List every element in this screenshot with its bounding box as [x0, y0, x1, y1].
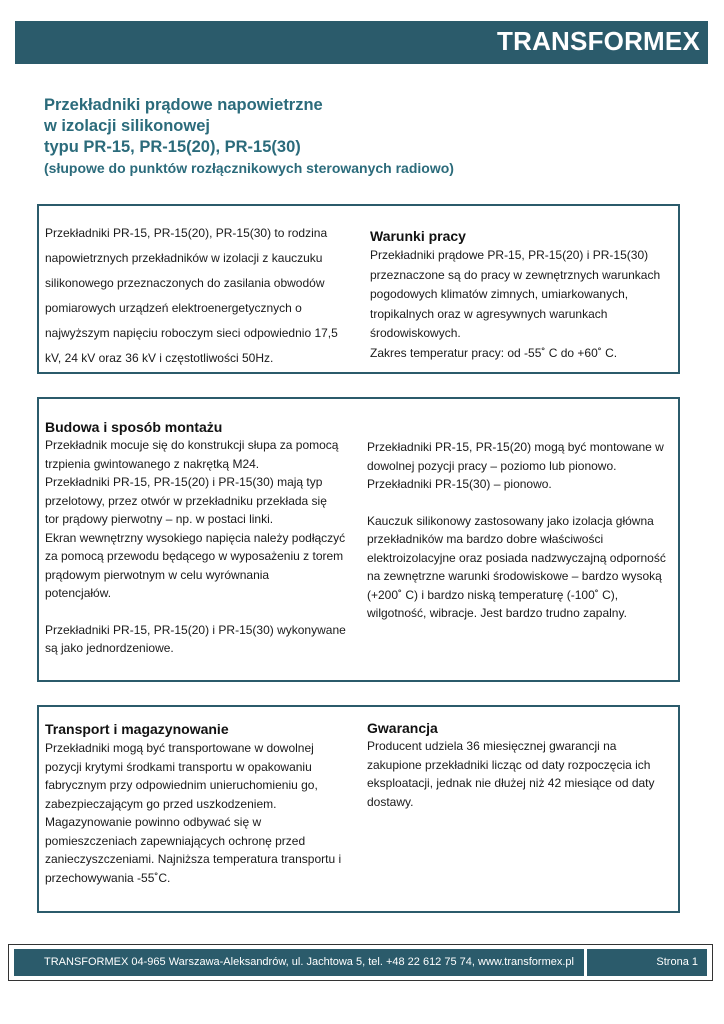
construction-line: tor prądowy pierwotny – np. w postaci linki. [45, 512, 274, 526]
warranty-line: Producent udziela 36 miesięcznej gwarancji na [367, 739, 617, 753]
warranty-line: zakupione przekładniki licząc od daty rozpoczęcia ich [367, 757, 651, 772]
construction-left-column [45, 418, 365, 658]
intro-line: silikonowego przeznaczonych do zasilania obwodów [45, 276, 325, 290]
warranty-column [367, 719, 677, 811]
conditions-line: tropikalnych oraz w agresywnych warunkach [370, 306, 608, 321]
conditions-line: pogodowych klimatów zimnych, umiarkowanych, [370, 287, 629, 301]
header-bar [15, 21, 708, 64]
insulation-line: na zewnętrzne warunki środowiskowe – bardzo wysoką [367, 569, 662, 583]
footer-address: TRANSFORMEX 04-965 Warszawa-Aleksandrów, ul. Jachtowa 5, tel. +48 22 612 75 74, www.transformex.pl [14, 949, 584, 976]
transport-line: Magazynowanie powinno odbywać się w [45, 815, 262, 829]
warranty-title: Gwarancja [367, 720, 438, 736]
warranty-line: eksploatacji, jednak nie dłużej niż 42 miesiące od daty [367, 776, 655, 790]
document-title-block [44, 95, 684, 177]
transport-line: przechowywania -55˚C. [45, 870, 171, 885]
construction-line: trzpienia gwintowanego z nakrętką M24. [45, 456, 260, 471]
mounting-line: Przekładniki PR-15, PR-15(20) mogą być montowane w [367, 440, 664, 454]
conditions-line: Przekładniki prądowe PR-15, PR-15(20) i PR-15(30) [370, 248, 649, 262]
warranty-line: dostawy. [367, 794, 414, 809]
conditions-line: przeznaczone są do pracy w zewnętrznych warunkach [370, 267, 661, 282]
title-line-3: typu PR-15, PR-15(20), PR-15(30) [44, 138, 301, 156]
construction-line: Przekładniki PR-15, PR-15(20) i PR-15(30) wykonywane [45, 622, 346, 637]
insulation-line: Kauczuk silikonowy zastosowany jako izolacja główna [367, 513, 654, 528]
insulation-line: przekładników ma bardzo dobre właściwości [367, 532, 604, 546]
transport-column [45, 720, 365, 887]
conditions-line: środowiskowych. [370, 326, 461, 340]
construction-line: przelotowy, przez otwór w przekładniku przekłada się [45, 493, 327, 508]
construction-title: Budowa i sposób montażu [45, 419, 223, 435]
document-subtitle: (słupowe do punktów rozłącznikowych sterowanych radiowo) [44, 160, 454, 176]
transport-line: fabrycznym przy odpowiednim unieruchomieniu go, [45, 778, 318, 792]
intro-line: kV, 24 kV oraz 36 kV i częstotliwości 50Hz. [45, 351, 274, 365]
insulation-line: elektroizolacyjne oraz posiada nadzwyczajną odporność [367, 550, 666, 565]
construction-line: za pomocą przewodu będącego w wyposażeniu z torem [45, 549, 344, 563]
title-line-1: Przekładniki prądowe napowietrzne [44, 96, 323, 114]
construction-right-column [367, 438, 677, 623]
construction-line: Ekran wewnętrzny wysokiego napięcia należy podłączyć [45, 530, 346, 545]
construction-line: prądowym pierwotnym w celu wyrównania [45, 567, 270, 582]
footer [8, 944, 713, 981]
transport-line: pozycji krytymi środkami transportu w opakowaniu [45, 759, 312, 774]
construction-line: Przekładniki PR-15, PR-15(20) i PR-15(30) mają typ [45, 475, 323, 489]
construction-line: potencjałów. [45, 586, 112, 600]
conditions-line: Zakres temperatur pracy: od -55˚ C do +60˚ C. [370, 345, 618, 360]
transport-title: Transport i magazynowanie [45, 721, 229, 737]
intro-line: napowietrznych przekładników w izolacji z kauczuku [45, 251, 323, 265]
transport-warranty-box [37, 705, 680, 913]
transport-line: pomieszczeniach zapewniających ochronę przed [45, 833, 306, 848]
construction-box [37, 397, 680, 682]
mounting-line: dowolnej pozycji pracy – poziomo lub pionowo. [367, 458, 617, 473]
intro-line: Przekładniki PR-15, PR-15(20), PR-15(30) to rodzina [45, 226, 328, 240]
conditions-column [370, 227, 675, 363]
construction-line: Przekładnik mocuje się do konstrukcji słupa za pomocą [45, 438, 339, 452]
transport-line: zabezpieczającym go przed uszkodzeniem. [45, 796, 277, 811]
intro-column [45, 221, 365, 371]
transport-line: Przekładniki mogą być transportowane w dowolnej [45, 741, 314, 755]
insulation-line: (+200˚ C) i bardzo niską temperaturę (-100˚ C), [367, 587, 619, 602]
mounting-line: Przekładniki PR-15(30) – pionowo. [367, 477, 552, 491]
transport-line: zanieczyszczeniami. Najniższa temperatura transportu i [45, 852, 342, 866]
insulation-line: wilgotność, wibracje. Jest bardzo trudno zapalny. [367, 606, 627, 620]
conditions-title: Warunki pracy [370, 228, 466, 244]
footer-page-number: Strona 1 [587, 949, 707, 976]
title-line-2: w izolacji silikonowej [44, 117, 210, 135]
intro-line: pomiarowych urządzeń elektroenergetycznych o [45, 301, 302, 315]
intro-line: najwyższym napięciu roboczym sieci odpowiednio 17,5 [45, 326, 338, 340]
brand-logo-text: TRANSFORMEX [497, 26, 700, 56]
intro-box [37, 204, 680, 374]
construction-line: są jako jednordzeniowe. [45, 641, 174, 655]
